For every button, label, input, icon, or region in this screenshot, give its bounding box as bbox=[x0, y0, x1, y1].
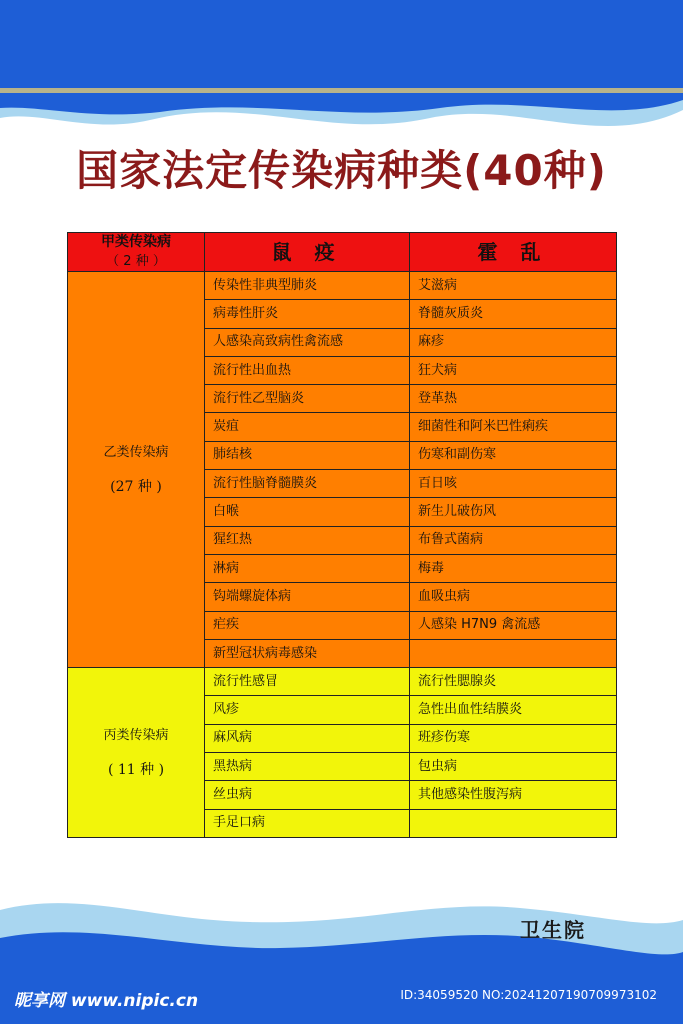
disease-cell: 人感染高致病性禽流感 bbox=[205, 328, 410, 356]
table-row bbox=[68, 668, 617, 696]
disease-cell: 班疹伤寒 bbox=[410, 724, 617, 752]
disease-cell: 流行性感冒 bbox=[205, 668, 410, 696]
disease-cell: 登革热 bbox=[410, 385, 617, 413]
disease-cell: 流行性脑脊髓膜炎 bbox=[205, 470, 410, 498]
disease-cell: 梅毒 bbox=[410, 554, 617, 582]
disease-cell: 流行性乙型脑炎 bbox=[205, 385, 410, 413]
disease-cell: 艾滋病 bbox=[410, 272, 617, 300]
disease-cell: 脊髓灰质炎 bbox=[410, 300, 617, 328]
disease-cell: 麻风病 bbox=[205, 724, 410, 752]
disease-cell: 丝虫病 bbox=[205, 781, 410, 809]
disease-cell: 伤寒和副伤寒 bbox=[410, 441, 617, 469]
disease-cell: 疟疾 bbox=[205, 611, 410, 639]
top-wave-background bbox=[0, 0, 683, 160]
category-a-label: 甲类传染病 bbox=[101, 234, 171, 250]
disease-cell: 流行性出血热 bbox=[205, 356, 410, 384]
category-b-cell bbox=[68, 272, 205, 668]
disease-cell: 细菌性和阿米巴性痢疾 bbox=[410, 413, 617, 441]
category-a-cell bbox=[68, 233, 205, 272]
category-a-count: （ 2 种 ） bbox=[106, 254, 166, 269]
disease-cell: 人感染 H7N9 禽流感 bbox=[410, 611, 617, 639]
disease-cell: 布鲁式菌病 bbox=[410, 526, 617, 554]
category-b-label: 乙类传染病 bbox=[103, 444, 169, 460]
disease-cell: 白喉 bbox=[205, 498, 410, 526]
image-id: ID:34059520 NO:20241207190709973102 bbox=[400, 988, 657, 1002]
category-a-disease-1: 鼠 疫 bbox=[205, 233, 410, 272]
disease-cell bbox=[410, 639, 617, 667]
disease-cell: 血吸虫病 bbox=[410, 583, 617, 611]
category-c-label: 丙类传染病 bbox=[103, 727, 169, 743]
category-a-disease-2: 霍 乱 bbox=[410, 233, 617, 272]
category-a-row bbox=[68, 233, 617, 272]
hospital-name: 卫生院 bbox=[520, 918, 586, 942]
disease-cell: 新生儿破伤风 bbox=[410, 498, 617, 526]
disease-cell: 狂犬病 bbox=[410, 356, 617, 384]
disease-cell: 传染性非典型肺炎 bbox=[205, 272, 410, 300]
disease-cell: 肺结核 bbox=[205, 441, 410, 469]
category-c-count: ( 11 种 ) bbox=[107, 761, 165, 778]
disease-cell: 猩红热 bbox=[205, 526, 410, 554]
disease-cell bbox=[410, 809, 617, 837]
table-row bbox=[68, 272, 617, 300]
disease-cell: 手足口病 bbox=[205, 809, 410, 837]
category-b-count: (27 种 ) bbox=[110, 478, 162, 495]
disease-cell: 急性出血性结膜炎 bbox=[410, 696, 617, 724]
disease-cell: 炭疽 bbox=[205, 413, 410, 441]
disease-cell: 其他感染性腹泻病 bbox=[410, 781, 617, 809]
disease-cell: 新型冠状病毒感染 bbox=[205, 639, 410, 667]
disease-cell: 病毒性肝炎 bbox=[205, 300, 410, 328]
category-c-cell bbox=[68, 668, 205, 838]
disease-cell: 百日咳 bbox=[410, 470, 617, 498]
disease-cell: 风疹 bbox=[205, 696, 410, 724]
disease-cell: 包虫病 bbox=[410, 753, 617, 781]
watermark-brand: 昵享网 www.nipic.cn bbox=[14, 991, 199, 1011]
disease-cell: 麻疹 bbox=[410, 328, 617, 356]
disease-cell: 钩端螺旋体病 bbox=[205, 583, 410, 611]
disease-cell: 黑热病 bbox=[205, 753, 410, 781]
disease-cell: 淋病 bbox=[205, 554, 410, 582]
page-title: 国家法定传染病种类(40种) bbox=[76, 146, 607, 195]
disease-table bbox=[67, 232, 617, 838]
disease-cell: 流行性腮腺炎 bbox=[410, 668, 617, 696]
